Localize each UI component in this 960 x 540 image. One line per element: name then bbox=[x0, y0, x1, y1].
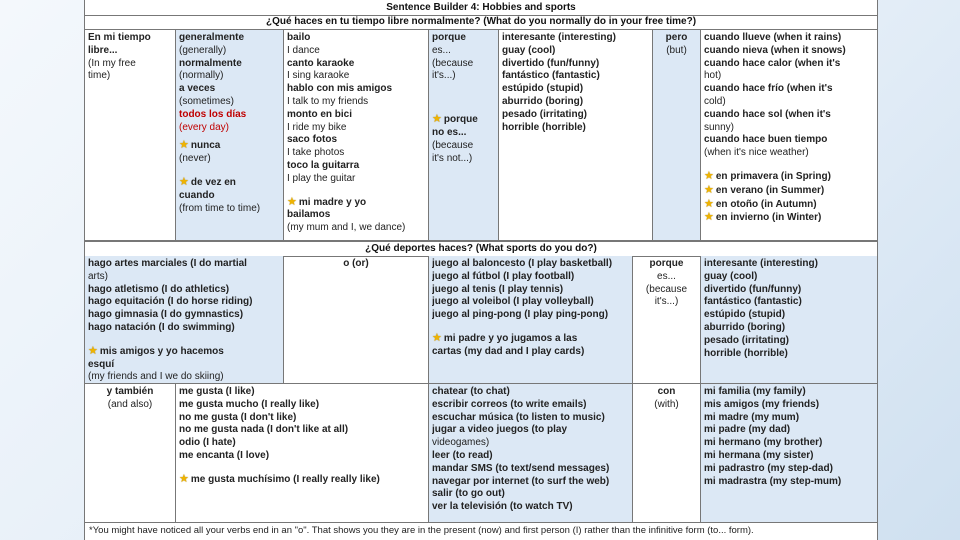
star-icon: ★ bbox=[432, 331, 442, 344]
s1-activity-line: hablo con mis amigos bbox=[287, 83, 393, 95]
s1-adjective-line: guay (cool) bbox=[502, 44, 556, 56]
s2-because-line: es... bbox=[657, 270, 676, 282]
s1-but-line: pero bbox=[665, 32, 688, 43]
s1-opening-line: (In my free bbox=[88, 57, 136, 69]
s1-weather-line: cuando nieva (when it snows) bbox=[704, 44, 846, 56]
s2-adjective-line: estúpido (stupid) bbox=[704, 309, 786, 321]
s3-infinitive-line: leer (to read) bbox=[432, 449, 493, 461]
star-icon: ★ bbox=[88, 344, 98, 357]
s1-adjective-line: pesado (irritating) bbox=[502, 108, 588, 120]
s1-activity-line: saco fotos bbox=[287, 134, 338, 146]
s2-adjective-line: interesante (interesting) bbox=[704, 258, 818, 269]
star-icon: ★ bbox=[179, 472, 189, 485]
s1-activity-line: toco la guitarra bbox=[287, 159, 360, 171]
s2-adjective-line: aburrido (boring) bbox=[704, 321, 786, 333]
s1-opening-line: time) bbox=[88, 70, 111, 82]
s1-weather-line: cuando hace frío (when it's bbox=[704, 83, 833, 95]
s1-frequency-star-line bbox=[179, 176, 280, 190]
s2-adjective-line: fantástico (fantastic) bbox=[704, 296, 802, 308]
s1-frequency-line: generalmente bbox=[179, 32, 245, 43]
s3-opinion-line: me gusta mucho (I really like) bbox=[179, 398, 320, 410]
s1-col-weather bbox=[701, 30, 877, 240]
s2-col-or bbox=[284, 256, 429, 383]
s3-opinion-star-line bbox=[179, 473, 425, 487]
section-1-question: ¿Qué haces en tu tiempo libre normalmente? (What do you normally do in your free time?) bbox=[85, 15, 877, 30]
s1-frequency-red-line: todos los días bbox=[179, 108, 247, 120]
footnote: *You might have noticed all your verbs end in an "o". That shows you they are in the present (now) and first person (I) rather than the infinitive form (to... form). bbox=[89, 525, 754, 536]
s2-game-line: juego al ping-pong (I play ping-pong) bbox=[432, 309, 609, 321]
s2-sport-line: arts) bbox=[88, 270, 108, 282]
s2-game-line: cartas (my dad and I play cards) bbox=[432, 345, 585, 357]
s1-frequency-line: cuando bbox=[179, 189, 215, 201]
s2-game-star-line bbox=[432, 332, 629, 346]
s3-person-line: mis amigos (my friends) bbox=[704, 398, 820, 410]
section-2-question: ¿Qué deportes haces? (What sports do you do?) bbox=[85, 241, 877, 257]
s2-game-line: juego al baloncesto (I play basketball) bbox=[432, 258, 613, 269]
s2-col-adjectives bbox=[701, 256, 877, 383]
s2-or-line: o (or) bbox=[343, 258, 369, 269]
s1-season-text: en verano (in Summer) bbox=[715, 184, 825, 196]
s1-weather-line: cuando hace sol (when it's bbox=[704, 108, 831, 120]
s1-col-activities bbox=[284, 30, 429, 240]
s1-weather-line: (when it's nice weather) bbox=[704, 147, 809, 159]
s1-weather-line: cuando hace calor (when it's bbox=[704, 57, 841, 69]
s1-because-line: es... bbox=[432, 44, 451, 56]
sheet-title: Sentence Builder 4: Hobbies and sports bbox=[85, 1, 877, 16]
s3-infinitive-line: mandar SMS (to text/send messages) bbox=[432, 462, 610, 474]
s1-activity-line: I dance bbox=[287, 44, 320, 56]
s1-adjective-line: divertido (fun/funny) bbox=[502, 57, 600, 69]
s1-frequency-line: (never) bbox=[179, 153, 211, 165]
s1-star-text: de vez en bbox=[190, 176, 236, 188]
s1-col-but bbox=[653, 30, 701, 240]
star-icon: ★ bbox=[179, 139, 189, 152]
s1-frequency-line: (sometimes) bbox=[179, 95, 235, 107]
s1-frequency-line: (normally) bbox=[179, 70, 224, 82]
s3-and-also-line: y también bbox=[106, 386, 154, 397]
s1-season-line bbox=[704, 198, 874, 212]
star-icon: ★ bbox=[704, 211, 714, 224]
s3-person-line: mi hermana (my sister) bbox=[704, 449, 814, 461]
s1-activity-star-line bbox=[287, 196, 425, 210]
s1-col-opening bbox=[85, 30, 176, 240]
s1-adjective-line: fantástico (fantastic) bbox=[502, 70, 600, 82]
s1-activity-line: I play the guitar bbox=[287, 172, 356, 184]
s2-because-line: it's...) bbox=[654, 296, 679, 308]
s1-activity-line: (my mum and I, we dance) bbox=[287, 222, 406, 234]
s2-star-text: mi padre y yo jugamos a las bbox=[443, 332, 578, 344]
s1-season-text: en invierno (in Winter) bbox=[715, 212, 822, 224]
s1-because-line: it's...) bbox=[432, 70, 456, 82]
s1-activity-line: monto en bici bbox=[287, 108, 352, 120]
section-2-row bbox=[85, 256, 877, 384]
s3-infinitive-line: videogames) bbox=[432, 437, 490, 449]
s3-col-opinions bbox=[176, 384, 429, 522]
s1-adjective-line: estúpido (stupid) bbox=[502, 83, 584, 95]
s3-opinion-line: odio (I hate) bbox=[179, 437, 236, 449]
s3-opinion-line: no me gusta (I don't like) bbox=[179, 411, 297, 423]
s3-col-people bbox=[701, 384, 877, 522]
s3-infinitive-line: navegar por internet (to surf the web) bbox=[432, 475, 610, 487]
s1-season-line bbox=[704, 170, 874, 184]
s1-season-line bbox=[704, 211, 874, 225]
s3-col-infinitives bbox=[429, 384, 633, 522]
s1-activity-line: bailo bbox=[287, 32, 311, 43]
s3-opinion-line: me encanta (I love) bbox=[179, 449, 270, 461]
s1-adjective-line: horrible (horrible) bbox=[502, 121, 586, 133]
star-icon: ★ bbox=[432, 113, 442, 126]
s3-person-line: mi hermano (my brother) bbox=[704, 437, 823, 449]
s2-sport-star-line bbox=[88, 345, 280, 359]
section-1-row bbox=[85, 30, 877, 241]
s3-and-also-line: (and also) bbox=[107, 398, 153, 410]
s3-person-line: mi madrastra (my step-mum) bbox=[704, 475, 842, 487]
s1-season-text: en otoño (in Autumn) bbox=[715, 198, 817, 210]
s1-weather-line: sunny) bbox=[704, 121, 735, 133]
s1-star-text: porque bbox=[443, 114, 478, 126]
star-icon: ★ bbox=[704, 169, 714, 182]
s3-star-text: me gusta muchísimo (I really really like) bbox=[190, 473, 380, 485]
s1-star-text: nunca bbox=[190, 140, 221, 152]
s1-col-because bbox=[429, 30, 499, 240]
s1-activity-line: I sing karaoke bbox=[287, 70, 350, 82]
s1-opening-line: libre... bbox=[88, 44, 118, 56]
s2-col-because bbox=[633, 256, 701, 383]
s1-weather-line: cuando hace buen tiempo bbox=[704, 134, 828, 146]
s3-infinitive-line: ver la televisión (to watch TV) bbox=[432, 501, 573, 513]
s1-season-text: en primavera (in Spring) bbox=[715, 170, 831, 182]
s2-game-line: juego al fútbol (I play football) bbox=[432, 270, 575, 282]
s1-col-frequency bbox=[176, 30, 284, 240]
s1-activity-line: I ride my bike bbox=[287, 121, 347, 133]
worksheet-page bbox=[84, 0, 878, 540]
s2-sport-line: (my friends and I we do skiing) bbox=[88, 371, 224, 383]
s1-frequency-red-line: (every day) bbox=[179, 121, 230, 133]
s2-sport-line: hago natación (I do swimming) bbox=[88, 321, 235, 333]
s2-sport-line: esquí bbox=[88, 358, 115, 370]
s3-col-and-also bbox=[85, 384, 176, 522]
s1-because-line: it's not...) bbox=[432, 152, 473, 164]
s3-person-line: mi familia (my family) bbox=[704, 386, 806, 397]
s3-infinitive-line: salir (to go out) bbox=[432, 488, 505, 500]
s1-activity-line: bailamos bbox=[287, 209, 331, 221]
s1-because-line: (because bbox=[432, 139, 474, 151]
section-3-row bbox=[85, 384, 877, 523]
s2-col-games bbox=[429, 256, 633, 383]
s3-infinitive-line: escribir correos (to write emails) bbox=[432, 398, 587, 410]
s1-frequency-line: (generally) bbox=[179, 44, 227, 56]
s1-because-line: porque bbox=[432, 32, 466, 43]
s1-opening-line: En mi tiempo bbox=[88, 32, 151, 43]
s3-with-line: con bbox=[657, 386, 676, 397]
s3-person-line: mi padrastro (my step-dad) bbox=[704, 462, 833, 474]
s2-adjective-line: guay (cool) bbox=[704, 270, 758, 282]
star-icon: ★ bbox=[287, 195, 297, 208]
s2-sport-line: hago equitación (I do horse riding) bbox=[88, 296, 253, 308]
s1-adjective-line: aburrido (boring) bbox=[502, 95, 584, 107]
s2-col-sports bbox=[85, 256, 284, 383]
s3-opinion-line: me gusta (I like) bbox=[179, 386, 255, 397]
s1-weather-line: hot) bbox=[704, 70, 722, 82]
s1-activity-line: I take photos bbox=[287, 147, 345, 159]
s3-infinitive-line: jugar a video juegos (to play bbox=[432, 424, 568, 436]
s1-star-text: mi madre y yo bbox=[298, 196, 367, 208]
s1-because-line: no es... bbox=[432, 126, 467, 138]
s2-sport-line: hago gimnasia (I do gymnastics) bbox=[88, 309, 244, 321]
s1-frequency-star-line bbox=[179, 139, 280, 153]
s1-season-line bbox=[704, 184, 874, 198]
s1-frequency-line: normalmente bbox=[179, 57, 242, 69]
s2-star-text: mis amigos y yo hacemos bbox=[99, 345, 224, 357]
star-icon: ★ bbox=[704, 183, 714, 196]
s2-game-line: juego al voleibol (I play volleyball) bbox=[432, 296, 594, 308]
s1-weather-line: cold) bbox=[704, 95, 726, 107]
s1-col-adjectives bbox=[499, 30, 653, 240]
star-icon: ★ bbox=[704, 197, 714, 210]
s3-infinitive-line: chatear (to chat) bbox=[432, 386, 510, 397]
s3-person-line: mi madre (my mum) bbox=[704, 411, 800, 423]
s2-sport-line: hago artes marciales (I do martial bbox=[88, 258, 247, 269]
s2-because-line: (because bbox=[645, 283, 688, 295]
s1-activity-line: I talk to my friends bbox=[287, 95, 369, 107]
s3-with-line: (with) bbox=[654, 398, 679, 410]
s1-frequency-line: (from time to time) bbox=[179, 202, 261, 214]
s1-activity-line: canto karaoke bbox=[287, 57, 355, 69]
s2-sport-line: hago atletismo (I do athletics) bbox=[88, 283, 230, 295]
s3-opinion-line: no me gusta nada (I don't like at all) bbox=[179, 424, 349, 436]
s1-adjective-line: interesante (interesting) bbox=[502, 32, 616, 43]
s2-adjective-line: pesado (irritating) bbox=[704, 334, 790, 346]
s2-because-line: porque bbox=[649, 258, 684, 269]
s3-infinitive-line: escuchar música (to listen to music) bbox=[432, 411, 605, 423]
star-icon: ★ bbox=[179, 175, 189, 188]
s2-adjective-line: horrible (horrible) bbox=[704, 347, 788, 359]
s1-because-line: (because bbox=[432, 57, 474, 69]
s3-person-line: mi padre (my dad) bbox=[704, 424, 791, 436]
s1-frequency-line: a veces bbox=[179, 83, 216, 95]
s1-because-star-line bbox=[432, 113, 495, 127]
s1-weather-line: cuando llueve (when it rains) bbox=[704, 32, 842, 43]
s1-but-line: (but) bbox=[666, 44, 687, 56]
s2-adjective-line: divertido (fun/funny) bbox=[704, 283, 802, 295]
s3-col-with bbox=[633, 384, 701, 522]
s2-game-line: juego al tenis (I play tennis) bbox=[432, 283, 564, 295]
